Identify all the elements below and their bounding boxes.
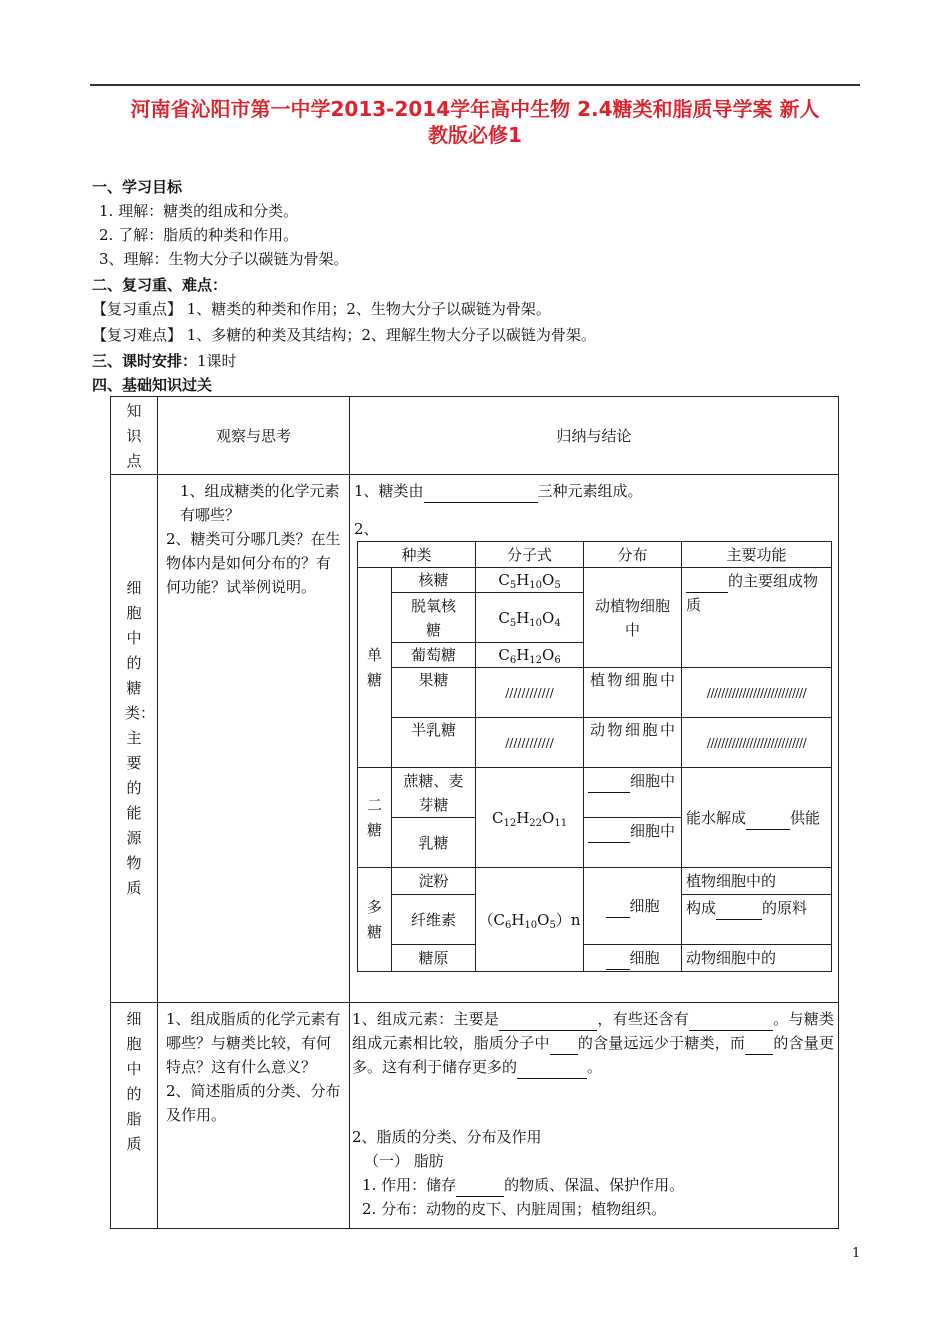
sugar-types-table (357, 541, 832, 972)
sugar-sucrose-maltose: 蔗糖、麦芽糖 (392, 768, 476, 818)
func-glycogen: 动物细胞中的 (682, 945, 832, 972)
page-number: 1 (852, 1246, 861, 1261)
func-starch: 植物细胞中的 (682, 868, 832, 895)
formula-fructose: //////////// (476, 668, 584, 718)
section-2-heading: 二、复习重、难点： (92, 276, 228, 294)
formula-disaccharide: $C_{12}H_{22}O_{11}$ (476, 768, 584, 868)
lipid-c2: 2、脂质的分类、分布及作用 (352, 1128, 542, 1146)
blank-di-hydrolysis[interactable] (746, 814, 790, 830)
sugar-deoxyribose: 脱氧核糖 (392, 593, 476, 643)
blank-di-cell-1[interactable] (588, 777, 630, 793)
section-3-value: 1课时 (197, 352, 237, 370)
header-observe: 观察与思考 (158, 397, 350, 475)
sugar-c1-pre: 1、糖类由 (354, 482, 424, 500)
sugar-glucose: 葡萄糖 (392, 643, 476, 668)
sugar-fructose: 果糖 (392, 668, 476, 718)
sugar-ribose: 核糖 (392, 568, 476, 593)
blank-lipid-less[interactable] (550, 1039, 578, 1055)
group-di: 二糖 (358, 768, 392, 868)
formula-glucose: $C_6H_{12}O_6$ (476, 643, 584, 668)
sugar-questions: 1、组成糖类的化学元素有哪些？ 2、糖类可分哪几类？在生物体内是如何分布的？有何功能？试举例说明。 (158, 475, 350, 1003)
formula-galactose: //////////// (476, 718, 584, 768)
section-4-heading: 四、基础知识过关 (92, 376, 213, 394)
blank-poly-cell-2[interactable] (606, 954, 630, 970)
sugar-c1-post: 三种元素组成。 (537, 482, 643, 500)
blank-lipid-store[interactable] (517, 1063, 587, 1079)
section-3 (92, 350, 237, 371)
knowledge-table (110, 396, 839, 1229)
dist-plant: 植物细胞中 (584, 668, 682, 718)
section-3-heading: 三、课时安排： (92, 352, 198, 370)
sugar-lactose: 乳糖 (392, 818, 476, 868)
blank-poly-cell-1[interactable] (606, 902, 630, 918)
blank-lipid-main[interactable] (499, 1015, 597, 1031)
formula-polysaccharide: $(C_6H_{10}O_5)n$ (476, 868, 584, 972)
lipid-fat-use: 1. 作用：储存 的物质、保温、保护作用。 (352, 1173, 834, 1197)
func-cellulose: 构成 的原料 (682, 895, 832, 945)
sugar-glycogen: 糖原 (392, 945, 476, 972)
lipid-conclusion: 1、组成元素：主要是 ，有些还含有 。与糖类组成元素相比较，脂质分子中 的含量远远少于糖类，而 的含量更多。这有利于储存更多的 。 2、脂质的分类、分布及作用 （一） 脂肪 1. 作用：储存 的物质、保温、保护作用。 2. 分布：动物的皮下、内脏周围；植物组织。 (350, 1003, 839, 1229)
blank-elements[interactable] (424, 487, 538, 503)
inner-header-formula: 分子式 (476, 542, 584, 568)
inner-header-func: 主要功能 (682, 542, 832, 568)
group-mono: 单糖 (358, 568, 392, 768)
inner-header-type: 种类 (358, 542, 476, 568)
func-nucleic: 的主要组成物质 (682, 568, 832, 668)
objective-2: 2. 了解：脂质的种类和作用。 (99, 226, 299, 244)
blank-func[interactable] (686, 577, 728, 593)
blank-fat-store[interactable] (456, 1181, 504, 1197)
blank-cellulose[interactable] (716, 904, 762, 920)
blank-lipid-more[interactable] (745, 1039, 773, 1055)
formula-ribose: $C_5H_{10}O_5$ (476, 568, 584, 593)
lipid-questions: 1、组成脂质的化学元素有哪些？与糖类比较，有何特点？这有什么意义？ 2、简述脂质的分类、分布及作用。 (158, 1003, 350, 1229)
lipid-fat-dist: 2. 分布：动物的皮下、内脏周围；植物组织。 (362, 1200, 667, 1218)
dist-lactose: 细胞中 (584, 818, 682, 868)
inner-header-dist: 分布 (584, 542, 682, 568)
dist-both: 动植物细胞中 (584, 568, 682, 668)
dist-starch-cellulose: 细胞 (584, 868, 682, 945)
sugar-galactose: 半乳糖 (392, 718, 476, 768)
lipid-point: 细胞中的脂质 (111, 1003, 158, 1229)
sugar-c2: 2、 (354, 520, 379, 538)
group-poly: 多糖 (358, 868, 392, 972)
title-line-1: 河南省沁阳市第一中学2013-2014学年高中生物 2.4糖类和脂质导学案 新人 (130, 97, 820, 121)
section-1-heading: 一、学习目标 (92, 178, 183, 196)
blank-lipid-some[interactable] (689, 1015, 773, 1031)
dist-sucrose: 细胞中 (584, 768, 682, 818)
sugar-conclusion (350, 475, 839, 1003)
review-difficulty: 【复习难点】 1、多糖的种类及其结构；2、理解生物大分子以碳链为骨架。 (92, 326, 596, 344)
formula-deoxyribose: $C_5H_{10}O_4$ (476, 593, 584, 643)
header-rule (90, 84, 860, 86)
func-galactose: //////////////////////////// (682, 718, 832, 768)
sugar-starch: 淀粉 (392, 868, 476, 895)
sugar-point: 细胞中的糖类：主要的能源物质 (111, 475, 158, 1003)
dist-animal: 动物细胞中 (584, 718, 682, 768)
blank-di-cell-2[interactable] (588, 827, 630, 843)
dist-glycogen: 细胞 (584, 945, 682, 972)
func-fructose: //////////////////////////// (682, 668, 832, 718)
review-focus: 【复习重点】 1、糖类的种类和作用；2、生物大分子以碳链为骨架。 (92, 300, 551, 318)
document-title (90, 96, 860, 148)
func-disaccharide: 能水解成 供能 (682, 768, 832, 868)
objective-1: 1. 理解：糖类的组成和分类。 (99, 202, 299, 220)
title-line-2: 教版必修1 (428, 123, 522, 147)
lipid-fat-heading: （一） 脂肪 (364, 1152, 444, 1170)
header-conclude: 归纳与结论 (350, 397, 839, 475)
sugar-cellulose: 纤维素 (392, 895, 476, 945)
header-knowledge-point: 知识点 (111, 397, 158, 475)
objective-3: 3、理解：生物大分子以碳链为骨架。 (99, 250, 349, 268)
